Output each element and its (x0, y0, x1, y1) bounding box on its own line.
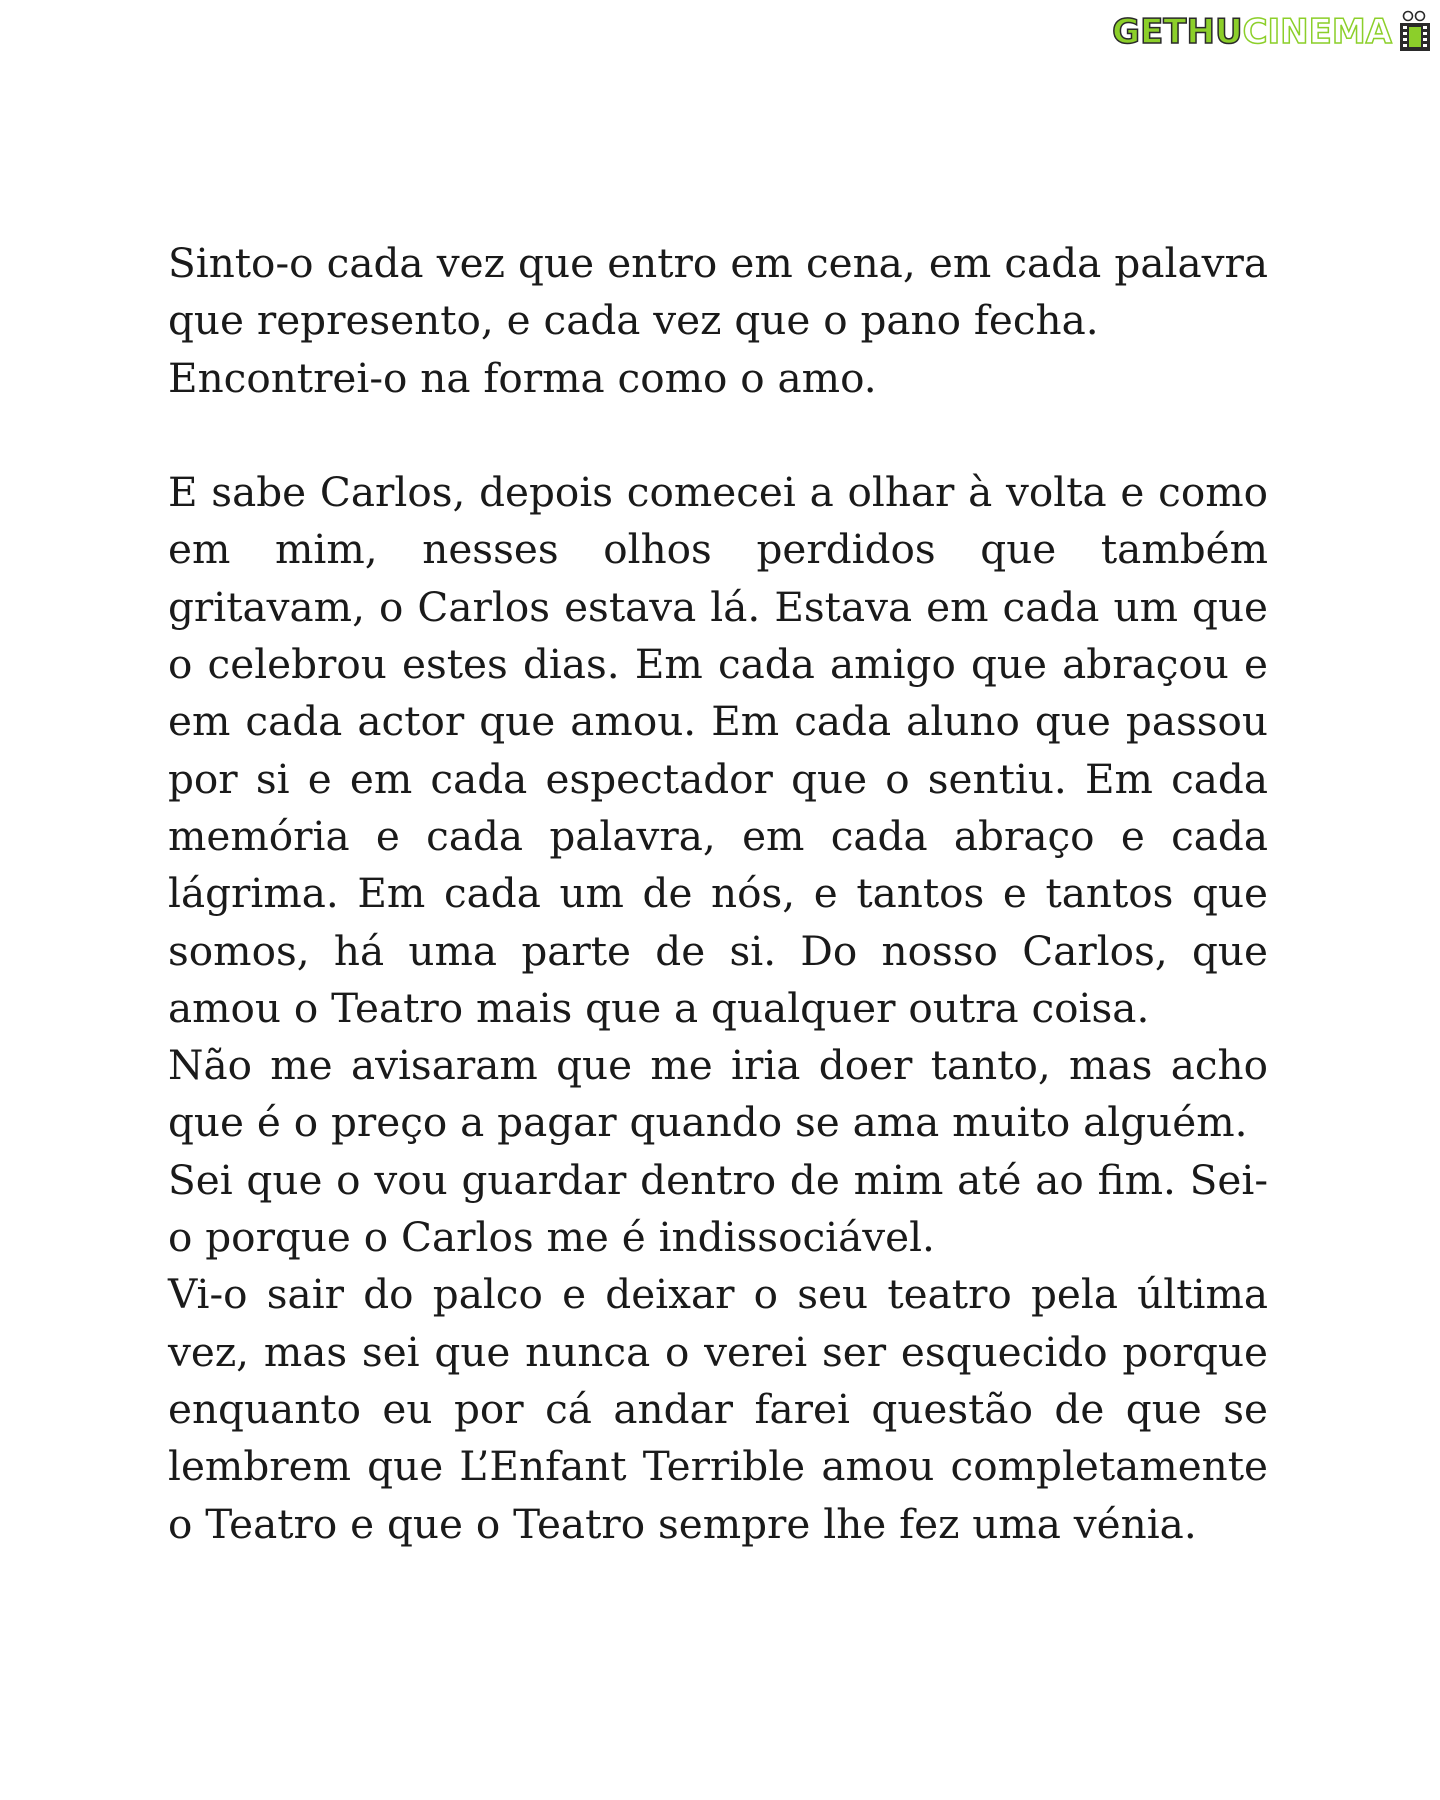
watermark-text-part2: CINEMA (1242, 12, 1392, 52)
film-reel-icon (1398, 10, 1432, 54)
paragraph-5: Sei que o vou guardar dentro de mim até ao fim. Sei-o porque o Carlos me é indissociável. (168, 1155, 1268, 1262)
paragraph-1: Sinto-o cada vez que entro em cena, em cada palavra que represento, e cada vez que o pano fecha. (168, 239, 1268, 345)
paragraph-spacer (168, 407, 1268, 464)
letter-body (168, 235, 1268, 1553)
watermark-logo (1112, 8, 1432, 56)
paragraph-2: Encontrei-o na forma como o amo. (168, 353, 877, 402)
watermark-text (1112, 12, 1392, 52)
watermark-text-part1: GETHU (1112, 12, 1243, 52)
paragraph-3: E sabe Carlos, depois comecei a olhar à volta e como em mim, nesses olhos perdidos que também gritavam, o Carlos estava lá. Estava em cada um que o celebrou estes dias. Em cada amigo que abraçou e em cada actor que amou. Em cada aluno que passou por si e em cada espectador que o sentiu. Em cada memória e cada palavra, em cada abraço e cada lágrima. Em cada um de nós, e tantos e tantos que somos, há uma parte de si. Do nosso Carlos, que amou o Teatro mais que a qualquer outra coisa. (168, 468, 1268, 1032)
paragraph-4: Não me avisaram que me iria doer tanto, mas acho que é o preço a pagar quando se ama muito alguém. (168, 1041, 1268, 1147)
paragraph-6: Vi-o sair do palco e deixar o seu teatro pela última vez, mas sei que nunca o verei ser esquecido porque enquanto eu por cá andar farei questão de que se lembrem que L’Enfant Terrible amou completamente o Teatro e que o Teatro sempre lhe fez uma vénia. (168, 1270, 1268, 1548)
